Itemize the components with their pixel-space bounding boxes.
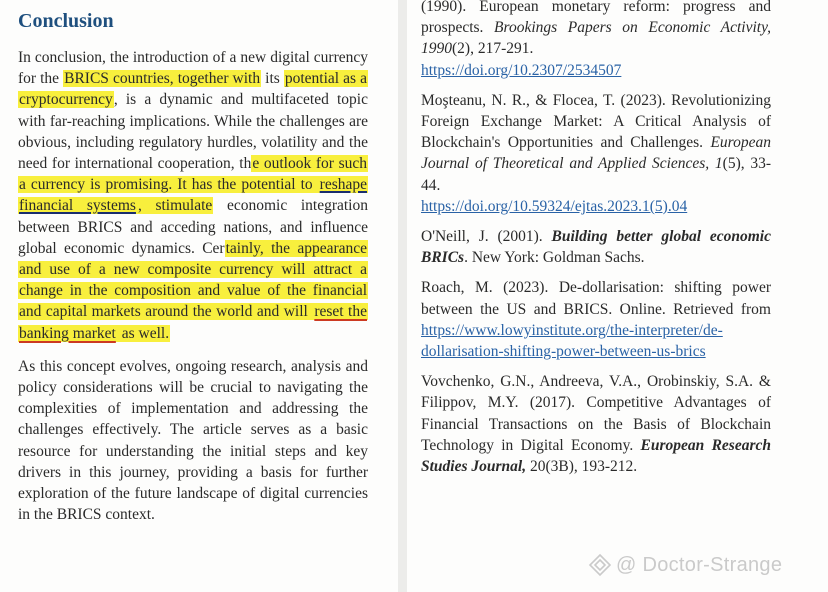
ref-link[interactable]: https://www.lowyinstitute.org/the-interpreter/de-dollarisation-shifting-power-between-us-brics [421, 321, 723, 361]
ref-text: (1990). European monetary reform: progress and prospects. [421, 0, 771, 37]
ref-text: Moşteanu, N. R., & Flocea, T. (2023). Revolutionizing Foreign Exchange Market: A Critical Analysis of Blockchain's Opportunities and Challenges. [421, 91, 771, 152]
conclusion-paragraph-2: As this concept evolves, ongoing research, analysis and policy considerations will be crucial to navigating the complexities of implementation and addressing the challenges effectively. The article serves as a basic resource for understanding the initial steps and key drivers in this journey, providing a basis for further exploration of the future landscape of digital currencies in the BRICS context. [18, 357, 368, 524]
references-column [421, 0, 771, 486]
weibo-diamond-icon [588, 553, 612, 577]
ref-journal: European Research Studies Journal, [421, 436, 771, 476]
ref-pages: (2), 217-291. [452, 40, 534, 58]
reference-item [421, 277, 771, 362]
highlight-composite: tainly, the appearance and use of a new composite currency will attract a change in the composition and value of the financial and capital markets around the world and will [19, 239, 368, 321]
underline-reset: reset the banking market [19, 303, 367, 342]
underline-reshape: reshape financial systems [19, 176, 367, 215]
ref-publisher: . New York: Goldman Sachs. [464, 249, 645, 267]
ref-text: Roach, M. (2023). De-dollarisation: shifting power between the US and BRICS. Online. Retrieved from [421, 279, 771, 318]
reference-item [421, 90, 771, 217]
conclusion-paragraph-1 [18, 47, 368, 344]
ref-text: O'Neill, J. (2001). [421, 228, 552, 246]
text-run: , is a dynamic and multifaceted topic with far-reaching implications. While the challenges are obvious, including regulatory hurdles, volatility and the need for international cooperation, th [18, 91, 368, 173]
text-run: its [261, 70, 284, 88]
highlight-outlook: e outlook for such a currency is promising. It has the potential to [19, 155, 367, 194]
ref-pages: (5), 33-44. [421, 155, 772, 194]
text-run: economic integration between BRICS and acceding nations, and influence global economic dynamics. Cer [18, 197, 368, 257]
watermark [588, 552, 782, 578]
conclusion-column [18, 8, 368, 525]
ref-text: Vovchenko, G.N., Andreeva, V.A., Orobinskiy, S.A. & Filippov, M.Y. (2017). Competitive Advantages of Financial Transactions on the Basis of Blockchain Technology in Digital Economy. [421, 373, 771, 454]
section-heading: Conclusion [18, 10, 114, 32]
reference-item [421, 226, 771, 268]
highlight-crypto: potential as a cryptocurrency [19, 70, 367, 109]
reference-item [421, 371, 771, 477]
ref-link[interactable]: https://doi.org/10.2307/2534507 [421, 61, 622, 79]
ref-link[interactable]: https://doi.org/10.59324/ejtas.2023.1(5).04 [421, 197, 688, 215]
watermark-text: @ Doctor-Strange [616, 553, 783, 576]
ref-pages: 20(3B), 193-212. [526, 458, 638, 476]
highlight-end: as well. [117, 324, 170, 342]
ref-journal: Brookings Papers on Economic Activity, [494, 19, 771, 37]
ref-title: Building better global economic BRICs [421, 228, 771, 267]
text-run: In conclusion, the introduction of a new digital currency for the [18, 49, 368, 88]
highlight-stimulate: , stimulate [137, 197, 213, 215]
ref-volume: 1 [709, 155, 723, 173]
column-divider [398, 0, 407, 592]
ref-journal: European Journal of Theoretical and Applied Sciences, [421, 134, 771, 173]
reference-item [421, 0, 771, 81]
highlight-brics: BRICS countries, together with [64, 70, 261, 88]
ref-volume: 1990 [421, 40, 452, 58]
